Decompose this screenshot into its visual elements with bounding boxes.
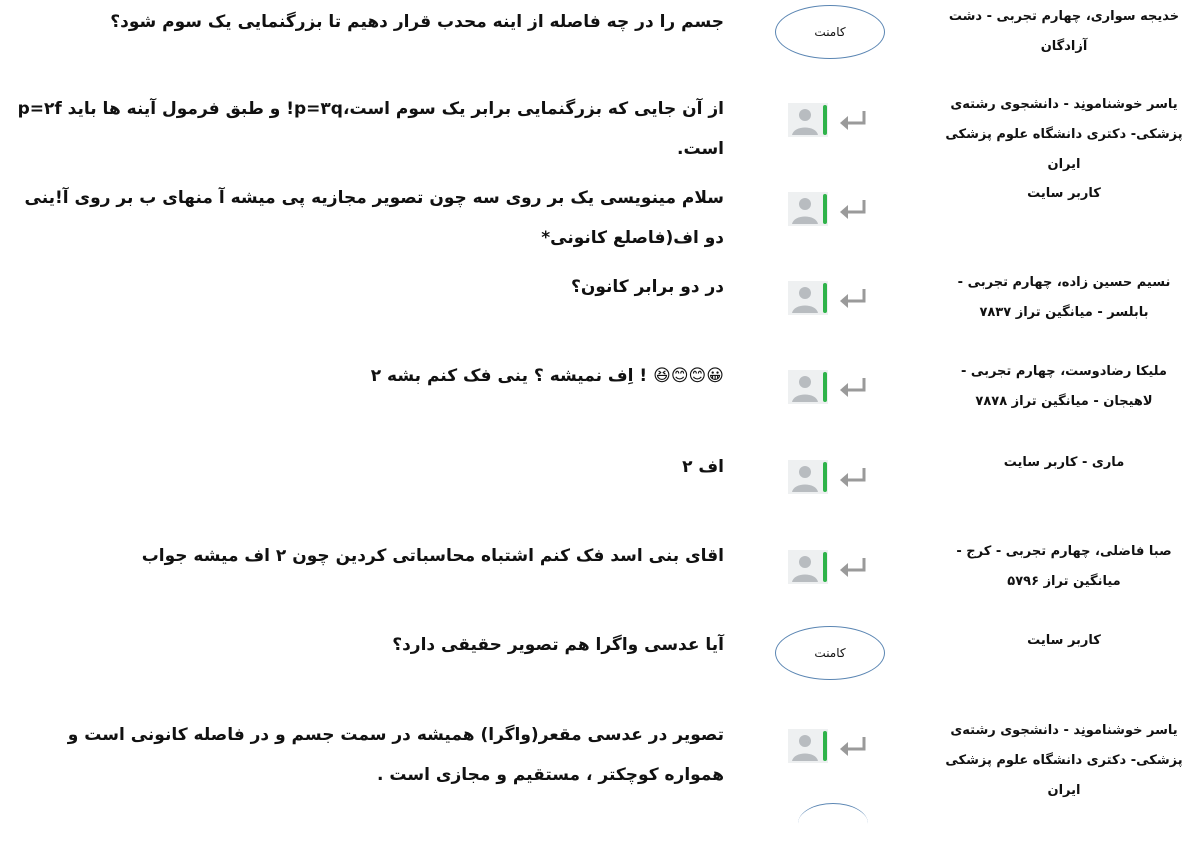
reply-text: اف ۲ [682, 457, 724, 477]
comment-text: آیا عدسی واگرا هم تصویر حقیقی دارد؟ [392, 635, 724, 655]
reply-indicator[interactable] [788, 727, 872, 767]
comment-badge[interactable]: کامنت [775, 5, 885, 59]
reply-arrow-icon [838, 198, 868, 222]
reply-arrow-icon [838, 735, 868, 759]
reply-indicator[interactable] [788, 368, 872, 408]
avatar-icon [788, 192, 828, 226]
reply-text: تصویر در عدسی مقعر(واگرا) همیشه در سمت جسم و در فاصله کانونی است و همواره کوچکتر ، مستقیم و مجازی است . [67, 725, 724, 785]
author-name: کاربر سایت [1027, 633, 1101, 648]
avatar-icon [788, 729, 828, 763]
comment-text: جسم را در چه فاصله از اینه محدب قرار دهیم تا بزرگنمایی یک سوم شود؟ [110, 12, 724, 32]
reply-text: 😀😊😊😆 ! اِف نمیشه ؟ ینی فک کنم بشه ۲ [370, 366, 724, 386]
comment-badge-partial [798, 803, 868, 844]
avatar-icon [788, 460, 828, 494]
reply-indicator[interactable] [788, 101, 872, 141]
author-name: نسیم حسین زاده، چهارم تجربی - بابلسر - میانگین تراز ۷۸۳۷ [957, 275, 1171, 320]
author-name: کاربر سایت [1027, 186, 1101, 201]
avatar-icon [788, 550, 828, 584]
reply-arrow-icon [838, 109, 868, 133]
avatar-icon [788, 370, 828, 404]
author-name: خدیجه سواری، چهارم تجربی - دشت آزادگان [948, 9, 1180, 54]
reply-indicator[interactable] [788, 458, 872, 498]
author-name: ماری - کاربر سایت [1003, 455, 1125, 470]
reply-indicator[interactable] [788, 279, 872, 319]
author-name: یاسر خوشنامونِد - دانشجوی رشته‌ی پزشکی- دکتری دانشگاه علوم پزشکی ایران [945, 97, 1183, 172]
reply-arrow-icon [838, 376, 868, 400]
avatar-icon [788, 103, 828, 137]
comment-badge[interactable]: کامنت [775, 626, 885, 680]
reply-text: در دو برابر کانون؟ [571, 277, 724, 297]
reply-text: از آن جایی که بزرگنمایی برابر یک سوم است،p=۳q! و طبق فرمول آینه ها باید p=۲f است. [17, 99, 724, 159]
author-name: صبا فاضلی، چهارم تجربی - کرج - میانگین تراز ۵۷۹۶ [956, 544, 1172, 589]
reply-indicator[interactable] [788, 548, 872, 588]
reply-arrow-icon [838, 556, 868, 580]
reply-text: سلام مینویسی یک بر روی سه چون تصویر مجازیه پی میشه آ منهای ب بر روی آ!ینی دو اف(فاصلع کانونی* [24, 188, 724, 248]
author-name: یاسر خوشنامونِد - دانشجوی رشته‌ی پزشکی- دکتری دانشگاه علوم پزشکی ایران [945, 723, 1183, 798]
avatar-icon [788, 281, 828, 315]
reply-text: اقای بنی اسد فک کنم اشتباه محاسباتی کردین چون ۲ اف میشه جواب [141, 546, 724, 566]
reply-arrow-icon [838, 287, 868, 311]
reply-arrow-icon [838, 466, 868, 490]
reply-indicator[interactable] [788, 190, 872, 230]
author-name: ملیکا رضادوست، چهارم تجربی - لاهیجان - میانگین تراز ۷۸۷۸ [961, 364, 1167, 409]
